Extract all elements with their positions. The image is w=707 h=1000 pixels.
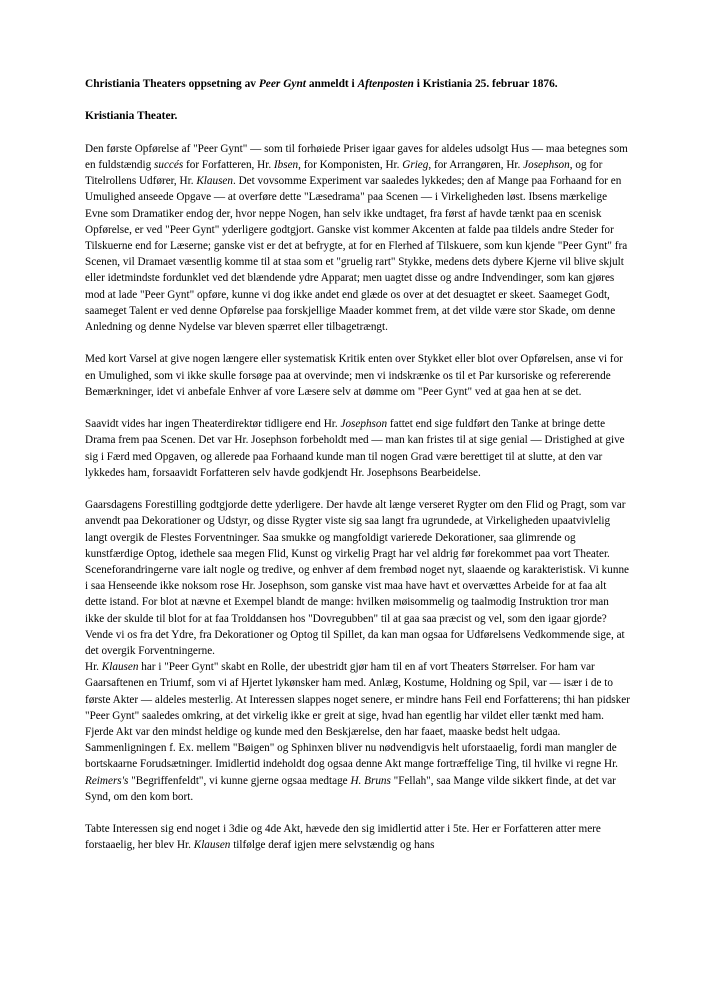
article-body (85, 141, 630, 854)
italic-text-run: Reimers's (85, 774, 129, 787)
italic-text-run: Klausen (193, 839, 231, 852)
paragraph-3 (85, 416, 630, 481)
italic-text-run: Klausen (101, 661, 139, 674)
italic-text-run: Ibsen (273, 158, 299, 171)
italic-text-run: Josephson (340, 418, 388, 431)
text-run: "Begriffenfeldt", vi kunne gjerne ogsaa medtage (128, 774, 351, 787)
text-run: , for Arrangøren, Hr. (428, 158, 524, 171)
text-run: for Forfatteren, Hr. (183, 158, 274, 171)
text-run: "Fellah", saa Mange vilde sikkert finde, at det var Synd, om den kom bort. (85, 774, 616, 803)
text-run: , og for Titelrollens Udfører, Hr. (85, 158, 603, 188)
section-heading: Kristiania Theater. (85, 110, 178, 123)
text-run: Christiania Theaters oppsetning av (85, 78, 259, 90)
text-run: , for Komponisten, Hr. (298, 158, 403, 171)
paragraph-4 (85, 497, 630, 805)
text-run: har i "Peer Gynt" skabt en Rolle, der ubestridt gjør ham til en af vort Theaters Størrelser. For ham var Gaarsaftenen en Triumf, som vi af Hjertet lykønsker ham med. Anlæg, Kostume, Holdning og Spil, var — især i de to første Akter — aldeles mesterlig. At Interessen slappes noget senere, er mindre hans Feil end Forfatterens; thi han pidsker "Peer Gynt" saaledes omkring, at det virkelig ikke er greit at sige, hvad han egentlig har vildet eller tænkt med ham. Fjerde Akt var den mindst heldige og kunde med den Beskjærelse, den har faaet, maaske bedst helt udgaa. Sammenligningen f. Ex. mellem "Bøigen" og Sphinxen bliver nu nødvendigvis helt uforstaaelig, fordi man mangler de bortskaarne Forudsætninger. Imidlertid indeholdt dog ogsaa denne Akt mange fortræffelige Ting, til hvilke vi regne Hr. (85, 661, 630, 771)
italic-text-run: Peer Gynt (258, 78, 306, 90)
italic-text-run: succés (154, 158, 184, 171)
paragraph-1 (85, 141, 630, 335)
italic-text-run: Aftenposten (357, 78, 414, 90)
paragraph-5 (85, 821, 630, 853)
italic-text-run: Klausen (196, 175, 233, 188)
text-run: Gaarsdagens Forestilling godtgjorde dette yderligere. Der havde alt længe verseret Rygter om den Flid og Pragt, som var anvendt paa Dekorationer og Udstyr, og disse Rygter viste sig saa langt fra ugrundede, at Virkeligheden upaatvivlelig langt overgik de Flestes Forventninger. Saa smukke og mangfoldigt varierede Dekorationer, saa glimrende og kunstfærdige Optog, idethele saa megen Flid, Kunst og virkelig Pragt har vel aldrig før forekommet paa vort Theater. Sceneforandringerne vare ialt nogle og tredive, og enhver af dem frembød noget nyt, slaaende og karakteristisk. Vi kunne i saa Henseende ikke noksom rose Hr. Josephson, som ganske vist maa have havt et overvættes Arbeide for at faa alt dette istand. For blot at nævne et Exempel blandt de mange: hvilken møisommelig og taalmodig Instruktion tror man ikke der skulde til blot for at faa Trolddansen hos "Dovregubben" til at gaa saa præcist og vel, som den igaar gjorde? Vende vi os fra det Ydre, fra Dekorationer og Optog til Spillet, da kan man ogsaa for Udførelsens Vedkommende sige, at det overgik Forventningerne. (85, 499, 630, 658)
text-run: Tabte Interessen sig end noget i 3die og 4de Akt, hævede den sig imidlertid atter i 5te. Her er Forfatteren atter mere forstaaelig, her blev Hr. (85, 823, 601, 852)
italic-text-run: Grieg (402, 158, 429, 171)
text-run: i Kristiania 25. februar 1876. (413, 78, 558, 90)
article-title (85, 76, 630, 92)
italic-text-run: H. Bruns (350, 774, 391, 787)
paragraph-2 (85, 351, 630, 400)
italic-text-run: Josephson (523, 158, 570, 171)
text-run: Den første Opførelse af "Peer Gynt" — som til forhøiede Priser igaar gaves for aldeles udsolgt Hus — maa betegnes som en fuldstændig (85, 142, 628, 171)
text-run: Med kort Varsel at give nogen længere eller systematisk Kritik enten over Stykket eller blot over Opførelsen, anse vi for en Umulighed, som vi ikke skulle forsøge paa at overvinde; men vi indskrænke os til et Par kursoriske og refererende Bemærkninger, idet vi anbefale Enhver af vore Læsere selv at dømme om "Peer Gynt" ved at gaa hen at se det. (85, 353, 623, 398)
text-run: Saavidt vides har ingen Theaterdirektør tidligere end Hr. (85, 418, 341, 431)
text-run: fattet end sige fuldført den Tanke at bringe dette Drama frem paa Scenen. Det var Hr. Josephson forbeholdt med — man kan fristes til at sige genial — Dristighed at give sig i Færd med Opgaven, og allerede paa Forhaand kunde man til nogen Grad være berettiget til at slutte, at den var lykkedes ham, forsaavidt Forfatteren selv havde godkjendt Hr. Josephsons Bearbeidelse. (85, 418, 625, 479)
text-run: anmeldt i (305, 78, 358, 90)
text-run: . Det vovsomme Experiment var saaledes lykkedes; den af Mange paa Forhaand for en Umulighed anseede Opgave — at overføre dette "Læsedrama" paa Scenen — i Virkeligheden løst. Ibsens mærkelige Evne som Dramatiker endog der, hvor neppe Nogen, han selv ikke undtaget, fra først af havde tænkt paa en scenisk Opførelse, er ved "Peer Gynt" yderligere godtgjort. Ganske vist kommer Akcenten at falde paa tildels andre Steder for Tilskuerne end for Læserne; ganske vist er det at befrygte, at for en Flerhed af Tilskuere, som kun kjende "Peer Gynt" fra Scenen, vil Dramaet væsentlig komme til at staa som et "gruelig rart" Stykke, medens dets dybere Kjerne vil blive skjult eller idetmindste fordunklet ved det blændende ydre Apparat; men uagtet disse og andre Indvendinger, som kan gjøres mod at lade "Peer Gynt" opføre, kunne vi dog ikke andet end glæde os over at det desuagtet er skeet. Saameget Godt, saameget Talent er ved denne Opførelse paa forskjellige Maader kommet frem, at det vilde være stor Skade, om denne Anledning og denne Nydelse var bleven spærret eller tilbagetrængt. (85, 175, 628, 334)
text-run: Hr. (85, 661, 102, 674)
text-run: tilfølge deraf igjen mere selvstændig og hans (230, 839, 435, 852)
